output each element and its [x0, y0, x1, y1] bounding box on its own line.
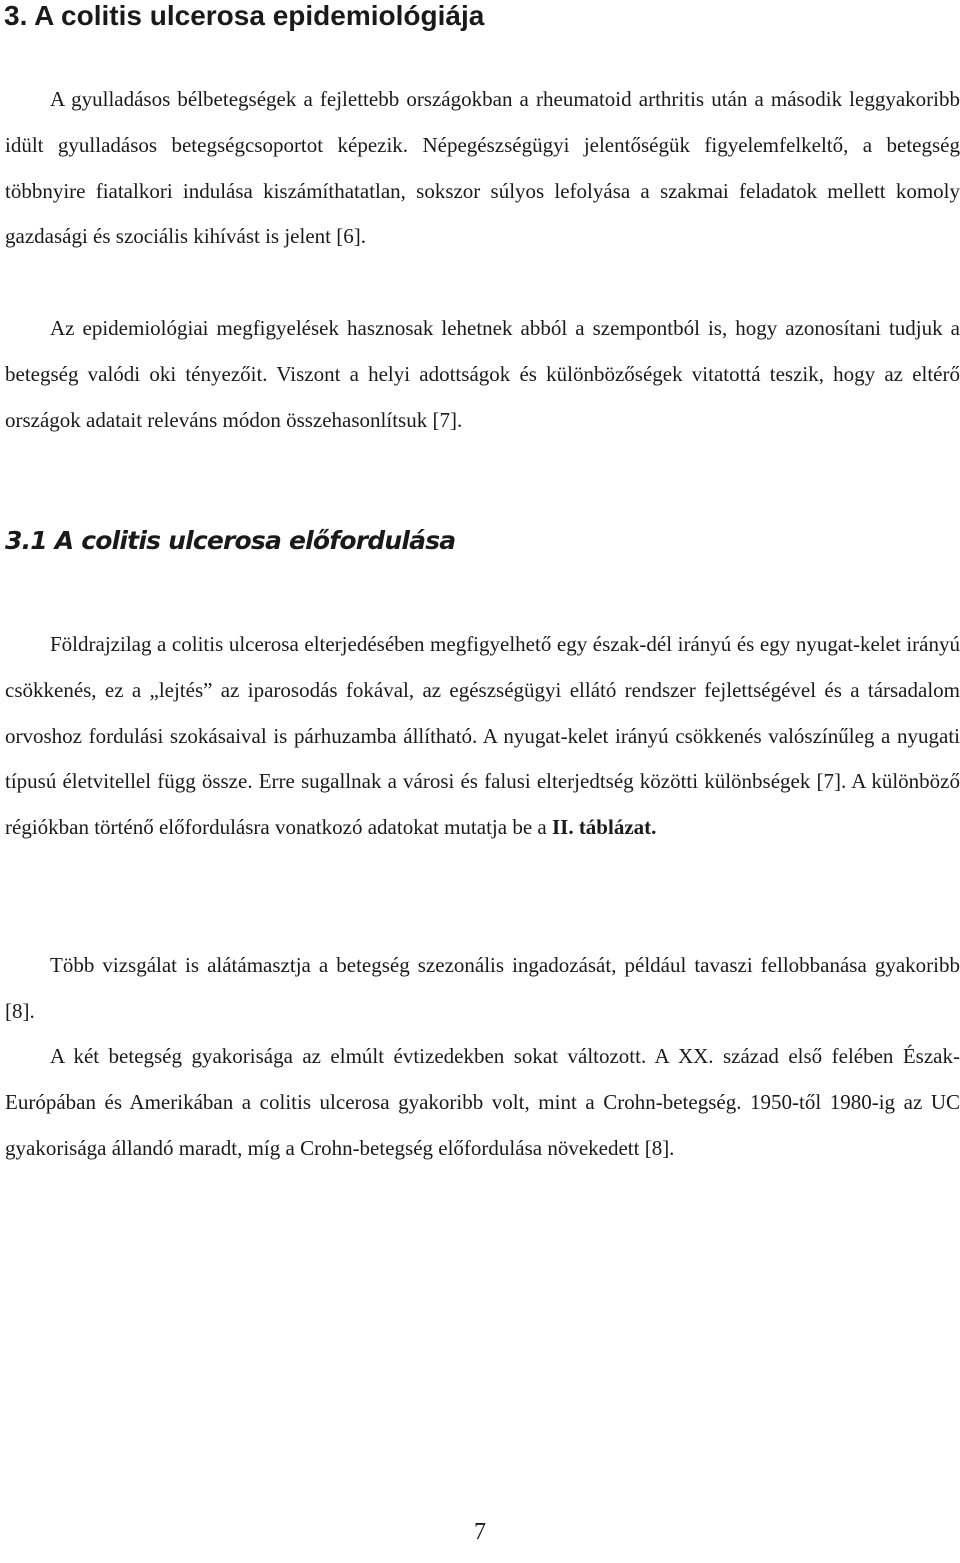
section-paragraph-1-text: Földrajzilag a colitis ulcerosa elterjedésében megfigyelhető egy észak-dél irányú és egy nyugat-kelet irányú csökkenés, ez a „lejtés” az iparosodás fokával, az egészségügyi ellátó rendszer fejlettségével és a társadalom orvoshoz fordulási szokásaival is párhuzamba állítható. A nyugat-kelet irányú csökkenés valószínűleg a nyugati típusú életvitellel függ össze. Erre sugallnak a városi és falusi elterjedtség közötti különbségek [7]. A különböző régiókban történő előfordulásra vonatkozó adatokat mutatja be a	[5, 632, 960, 840]
section-paragraph-3: A két betegség gyakorisága az elmúlt évtizedekben sokat változott. A XX. század első felében Észak-Európában és Amerikában a colitis ulcerosa gyakoribb volt, mint a Crohn-betegség. 1950-től 1980-ig az UC gyakorisága állandó maradt, míg a Crohn-betegség előfordulása növekedett [8].	[5, 1044, 960, 1160]
chapter-title: 3. A colitis ulcerosa epidemiológiája	[4, 0, 485, 31]
intro-paragraph-2: Az epidemiológiai megfigyelések hasznosak lehetnek abból a szempontból is, hogy azonosítani tudjuk a betegség valódi oki tényezőit. Viszont a helyi adottságok és különbözőségek vitatottá teszik, hogy az eltérő országok adatait releváns módon összehasonlítsuk [7].	[5, 316, 960, 432]
page-number: 7	[474, 1519, 486, 1545]
section-title: 3.1 A colitis ulcerosa előfordulása	[5, 526, 456, 555]
intro-paragraph-1: A gyulladásos bélbetegségek a fejlettebb országokban a rheumatoid arthritis után a második leggyakoribb idült gyulladásos betegségcsoportot képezik. Népegészségügyi jelentőségük figyelemfelkeltő, a betegség többnyire fiatalkori indulása kiszámíthatatlan, sokszor súlyos lefolyása a szakmai feladatok mellett komoly gazdasági és szociális kihívást is jelent [6].	[5, 87, 960, 249]
section-paragraph-1	[5, 622, 960, 851]
table-reference: II. táblázat.	[551, 815, 657, 840]
section-paragraph-2: Több vizsgálat is alátámasztja a betegség szezonális ingadozását, például tavaszi fellobbanása gyakoribb [8].	[5, 953, 960, 1023]
